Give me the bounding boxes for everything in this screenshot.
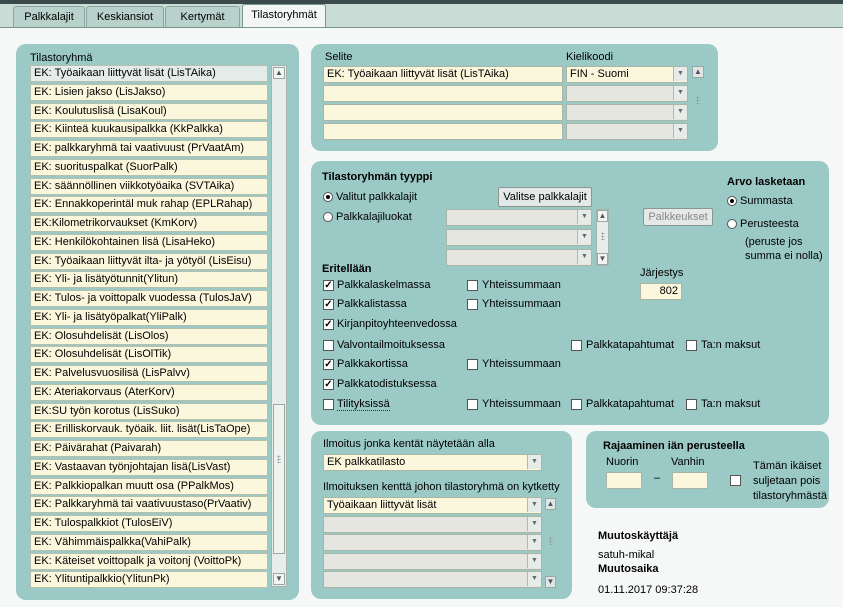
chevron-down-icon: ▼: [527, 498, 541, 512]
grip-icon: [277, 455, 281, 463]
report-checkbox[interactable]: [323, 399, 334, 410]
ilmoitus-select[interactable]: [323, 454, 542, 471]
range-dash: –: [654, 472, 661, 484]
report-field-select[interactable]: [323, 497, 542, 514]
list-item[interactable]: EK: Työaikaan liittyvät lisät (LisTAika): [30, 65, 268, 82]
chevron-down-icon: ▼: [527, 455, 541, 469]
list-item[interactable]: EK: Ateriakorvaus (AterKorv): [30, 384, 268, 401]
chevron-down-icon: ▼: [673, 67, 687, 81]
tab-bar: [0, 4, 843, 28]
report-checkbox-label: Palkkatodistuksessa: [337, 378, 437, 390]
list-item[interactable]: EK: Vähimmäispalkka(VahiPalk): [30, 534, 268, 551]
ika-title: Rajaaminen iän perusteella: [603, 440, 745, 452]
report-field-select[interactable]: [323, 534, 542, 551]
tan-label-2: Ta:n maksut: [701, 398, 761, 410]
class-select-2[interactable]: [446, 229, 592, 246]
description-input[interactable]: [323, 85, 563, 102]
eritellaan-title: Eritellään: [322, 263, 372, 275]
list-item[interactable]: EK: palkkaryhmä tai vaativuust (PrVaatAm): [30, 140, 268, 157]
ilmoitus-label: Ilmoitus jonka kentät näytetään alla: [323, 438, 495, 450]
grip-icon: [549, 537, 553, 545]
list-item[interactable]: EK: Palkkiopalkan muutt osa (PPalkMos): [30, 478, 268, 495]
list-header: Tilastoryhmä: [30, 52, 93, 64]
report-field-select[interactable]: [323, 516, 542, 533]
scroll-up-icon[interactable]: ▲: [273, 67, 285, 79]
list-item[interactable]: EK: Koulutuslisä (LisaKoul): [30, 103, 268, 120]
type-title: Tilastoryhmän tyyppi: [322, 171, 433, 183]
list-item[interactable]: EK:SU työn korotus (LisSuko): [30, 403, 268, 420]
modified-time-label: Muutosaika: [598, 563, 659, 575]
report-checkbox[interactable]: ✓: [324, 359, 333, 370]
modified-time-value: 01.11.2017 09:37:28: [598, 584, 699, 596]
grip-icon: [696, 96, 700, 104]
list-item[interactable]: EK: Palvelusvuosilisä (LisPalvv): [30, 365, 268, 382]
ika-note-1: Tämän ikäiset: [753, 460, 822, 472]
list-item[interactable]: EK: Erilliskorvauk. työaik. liit. lisät(LisTaOpe): [30, 421, 268, 438]
kielikoodi-header: Kielikoodi: [566, 51, 614, 63]
radio-summasta-label: Summasta: [740, 195, 793, 207]
list-item[interactable]: EK: Yli- ja lisätyötunnit(Ylitun): [30, 271, 268, 288]
exceptions-button[interactable]: Palkkeukset: [643, 208, 713, 226]
radio-summasta[interactable]: [727, 196, 737, 206]
yhteis-label-3: Yhteissummaan: [482, 358, 561, 370]
field-scrollbar[interactable]: [545, 497, 558, 589]
jarjestys-label: Järjestys: [640, 267, 684, 279]
tab-kertymat[interactable]: Kertymät: [165, 6, 240, 27]
chevron-down-icon: ▼: [673, 105, 687, 119]
jarjestys-input[interactable]: 802: [640, 283, 682, 300]
yhteis-label-1: Yhteissummaan: [482, 279, 561, 291]
scroll-down-icon[interactable]: ▼: [546, 577, 555, 586]
arvo-note-1: (peruste jos: [745, 236, 803, 248]
yhteis-label-2: Yhteissummaan: [482, 298, 561, 310]
exclude-age-checkbox[interactable]: [730, 475, 741, 486]
arvo-note-2: summa ei nolla): [745, 250, 823, 262]
tapahtumat-label-2: Palkkatapahtumat: [586, 398, 675, 410]
report-field-select[interactable]: [323, 571, 542, 588]
yhteis-checkbox-1[interactable]: [467, 280, 478, 291]
scroll-thumb[interactable]: [273, 404, 285, 554]
description-scrollbar[interactable]: [691, 66, 705, 136]
report-field-value: Työaikaan liittyvät lisät: [327, 499, 437, 511]
report-checkbox-label: Palkkalaskelmassa: [337, 279, 431, 291]
report-checkbox[interactable]: ✓: [324, 280, 333, 291]
tapahtumat-label-1: Palkkatapahtumat: [586, 339, 675, 351]
tapahtumat-checkbox-1[interactable]: [571, 340, 582, 351]
scroll-down-icon[interactable]: ▼: [598, 254, 607, 263]
description-input[interactable]: EK: Työaikaan liittyvät lisät (LisTAika): [323, 66, 563, 83]
radio-perusteesta-label: Perusteesta: [740, 218, 799, 230]
language-select[interactable]: [566, 66, 688, 83]
report-checkbox-label: Tilityksissä: [337, 398, 390, 410]
scroll-up-icon[interactable]: ▲: [598, 211, 607, 220]
list-scrollbar[interactable]: [271, 65, 287, 587]
select-pay-types-button[interactable]: Valitse palkkalajit: [498, 187, 592, 207]
list-item[interactable]: EK: Henkilökohtainen lisä (LisaHeko): [30, 234, 268, 251]
radio-valitut-label: Valitut palkkalajit: [336, 191, 418, 203]
tan-checkbox-2[interactable]: [686, 399, 697, 410]
report-checkbox-label: Kirjanpitoyhteenvedossa: [337, 318, 457, 330]
language-select[interactable]: [566, 123, 688, 140]
list-item[interactable]: EK: Palkkaryhmä tai vaativuustaso(PrVaativ): [30, 496, 268, 513]
list-item[interactable]: EK: Ennakkoperintäl muk rahap (EPLRahap): [30, 196, 268, 213]
radio-valitut[interactable]: [323, 192, 333, 202]
language-select[interactable]: [566, 104, 688, 121]
selite-header: Selite: [325, 51, 353, 63]
list-item[interactable]: EK: Työaikaan liittyvät ilta- ja yötyöl (LisEisu): [30, 253, 268, 270]
list-item[interactable]: EK: Olosuhdelisät (LisOlos): [30, 328, 268, 345]
yhteis-checkbox-4[interactable]: [467, 399, 478, 410]
chevron-down-icon: ▼: [577, 250, 591, 264]
class-scrollbar[interactable]: [596, 209, 609, 266]
yhteis-checkbox-2[interactable]: [467, 299, 478, 310]
list-item[interactable]: EK:Kilometrikorvaukset (KmKorv): [30, 215, 268, 232]
language-value: FIN - Suomi: [570, 68, 629, 80]
list-item[interactable]: EK: Tulos- ja voittopalk vuodessa (TulosJaV): [30, 290, 268, 307]
yhteis-checkbox-3[interactable]: [467, 359, 478, 370]
description-input[interactable]: [323, 104, 563, 121]
scroll-up-icon[interactable]: ▲: [692, 66, 704, 78]
report-checkbox[interactable]: ✓: [324, 379, 333, 390]
list-item[interactable]: EK: Lisien jakso (LisJakso): [30, 84, 268, 101]
chevron-down-icon: ▼: [527, 517, 541, 531]
list-item[interactable]: EK: suorituspalkat (SuorPalk): [30, 159, 268, 176]
report-checkbox[interactable]: ✓: [324, 319, 333, 330]
modified-by-label: Muutoskäyttäjä: [598, 530, 679, 542]
kentta-label: Ilmoituksen kenttä johon tilastoryhmä on kytketty: [323, 481, 560, 493]
chevron-down-icon: ▼: [577, 210, 591, 224]
list-item[interactable]: EK: Päivärahat (Paivarah): [30, 440, 268, 457]
chevron-down-icon: ▼: [527, 572, 541, 586]
vanhin-input[interactable]: [672, 472, 708, 489]
description-input[interactable]: [323, 123, 563, 140]
tab-tilastoryhmat[interactable]: Tilastoryhmät: [242, 4, 326, 28]
vanhin-label: Vanhin: [671, 456, 705, 468]
list-item[interactable]: EK: Olosuhdelisät (LisOlTik): [30, 346, 268, 363]
ika-note-3: tilastoryhmästä: [753, 490, 827, 502]
list-item[interactable]: EK: Käteiset voittopalk ja voitonj (VoittoPk): [30, 553, 268, 570]
chevron-down-icon: ▼: [577, 230, 591, 244]
tab-palkkalajit[interactable]: Palkkalajit: [13, 6, 85, 27]
tan-label-1: Ta:n maksut: [701, 339, 761, 351]
tab-keskiansiot[interactable]: Keskiansiot: [86, 6, 164, 27]
yhteis-label-4: Yhteissummaan: [482, 398, 561, 410]
report-checkbox[interactable]: [323, 340, 334, 351]
language-select[interactable]: [566, 85, 688, 102]
report-checkbox-label: Valvontailmoituksessa: [337, 339, 446, 351]
modified-by-value: satuh-mikal: [598, 549, 655, 561]
ika-note-2: suljetaan pois: [753, 475, 821, 487]
list-item[interactable]: EK: Kiinteä kuukausipalkka (KkPalkka): [30, 121, 268, 138]
chevron-down-icon: ▼: [673, 124, 687, 138]
chevron-down-icon: ▼: [673, 86, 687, 100]
tan-checkbox-1[interactable]: [686, 340, 697, 351]
nuorin-label: Nuorin: [606, 456, 639, 468]
list-item[interactable]: EK: Yli- ja lisätyöpalkat(YliPalk): [30, 309, 268, 326]
list-item[interactable]: EK: säännöllinen viikkotyöaika (SVTAika): [30, 178, 268, 195]
radio-luokat[interactable]: [323, 212, 333, 222]
chevron-down-icon: ▼: [527, 554, 541, 568]
tapahtumat-checkbox-2[interactable]: [571, 399, 582, 410]
radio-luokat-label: Palkkalajiluokat: [336, 211, 412, 223]
report-checkbox-label: Palkkalistassa: [337, 298, 407, 310]
list-item[interactable]: EK: Vastaavan työnjohtajan lisä(LisVast): [30, 459, 268, 476]
report-field-select[interactable]: [323, 553, 542, 570]
list-item[interactable]: EK: Ylituntipalkkio(YlitunPk): [30, 571, 268, 588]
report-checkbox[interactable]: ✓: [324, 299, 333, 310]
nuorin-input[interactable]: [606, 472, 642, 489]
scroll-down-icon[interactable]: ▼: [273, 573, 285, 585]
class-select-3[interactable]: [446, 249, 592, 266]
chevron-down-icon: ▼: [527, 535, 541, 549]
grip-icon: [601, 232, 605, 240]
report-checkbox-label: Palkkakortissa: [337, 358, 408, 370]
radio-perusteesta[interactable]: [727, 219, 737, 229]
scroll-up-icon[interactable]: ▲: [546, 499, 555, 508]
class-select-1[interactable]: [446, 209, 592, 226]
arvo-title: Arvo lasketaan: [727, 176, 806, 188]
ilmoitus-value: EK palkkatilasto: [327, 456, 406, 468]
list-item[interactable]: EK: Tulospalkkiot (TulosEiV): [30, 515, 268, 532]
